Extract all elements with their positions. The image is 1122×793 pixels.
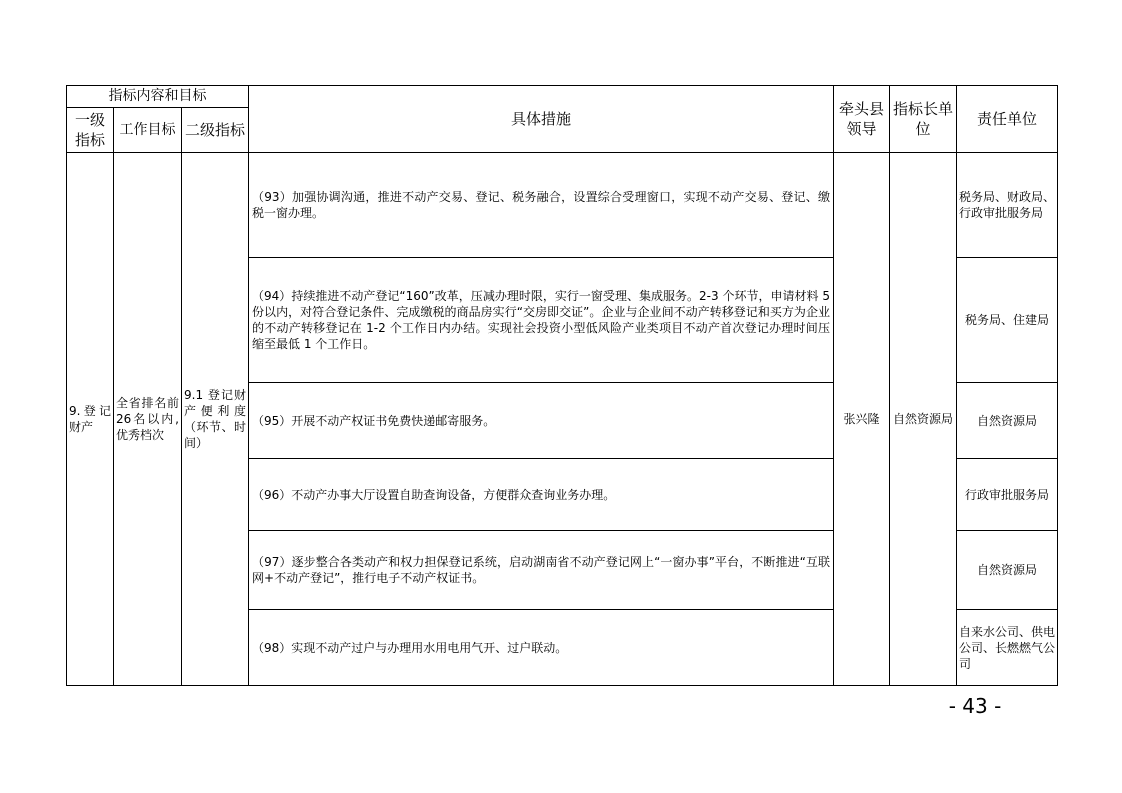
work-goal: 全省排名前26名以内,优秀档次 xyxy=(114,153,182,686)
responsible-unit-93: 税务局、财政局、行政审批服务局 xyxy=(957,153,1058,258)
responsible-unit-95: 自然资源局 xyxy=(957,383,1058,459)
indicator-owner-unit: 自然资源局 xyxy=(890,153,957,686)
measure-97: （97）逐步整合各类动产和权力担保登记系统，启动湖南省不动产登记网上“一窗办事”平台，不断推进“互联网+不动产登记”，推行电子不动产权证书。 xyxy=(249,531,834,610)
header-level2: 二级指标 xyxy=(182,108,249,153)
responsible-unit-97: 自然资源局 xyxy=(957,531,1058,610)
header-level1: 一级指标 xyxy=(67,108,114,153)
header-leader: 牵头县领导 xyxy=(834,86,890,153)
page-number: - 43 - xyxy=(948,694,1002,718)
responsible-unit-96: 行政审批服务局 xyxy=(957,459,1058,531)
measure-95: （95）开展不动产权证书免费快递邮寄服务。 xyxy=(249,383,834,459)
measure-98: （98）实现不动产过户与办理用水用电用气开、过户联动。 xyxy=(249,610,834,686)
level2-indicator: 9.1 登记财产便利度（环节、时间） xyxy=(182,153,249,686)
header-measures: 具体措施 xyxy=(249,86,834,153)
indicator-table xyxy=(66,85,1058,686)
responsible-unit-98: 自来水公司、供电公司、长燃燃气公司 xyxy=(957,610,1058,686)
table-row xyxy=(67,153,1058,258)
measure-94: （94）持续推进不动产登记“160”改革，压减办理时限，实行一窗受理、集成服务。2-3 个环节，申请材料 5 份以内，对符合登记条件、完成缴税的商品房实行“交房即交证”。企业与企业间不动产转移登记和买方为企业的不动产转移登记在 1-2 个工作日内办结。实现社会投资小型低风险产业类项目不动产首次登记办理时间压缩至最低 1 个工作日。 xyxy=(249,258,834,383)
measure-96: （96）不动产办事大厅设置自助查询设备，方便群众查询业务办理。 xyxy=(249,459,834,531)
lead-county-leader: 张兴隆 xyxy=(834,153,890,686)
level1-indicator: 9.登记财产 xyxy=(67,153,114,686)
header-responsible-unit: 责任单位 xyxy=(957,86,1058,153)
header-indicator-content: 指标内容和目标 xyxy=(67,86,249,108)
header-owner-unit: 指标长单位 xyxy=(890,86,957,153)
measure-93: （93）加强协调沟通，推进不动产交易、登记、税务融合，设置综合受理窗口，实现不动产交易、登记、缴税一窗办理。 xyxy=(249,153,834,258)
responsible-unit-94: 税务局、住建局 xyxy=(957,258,1058,383)
header-goal: 工作目标 xyxy=(114,108,182,153)
